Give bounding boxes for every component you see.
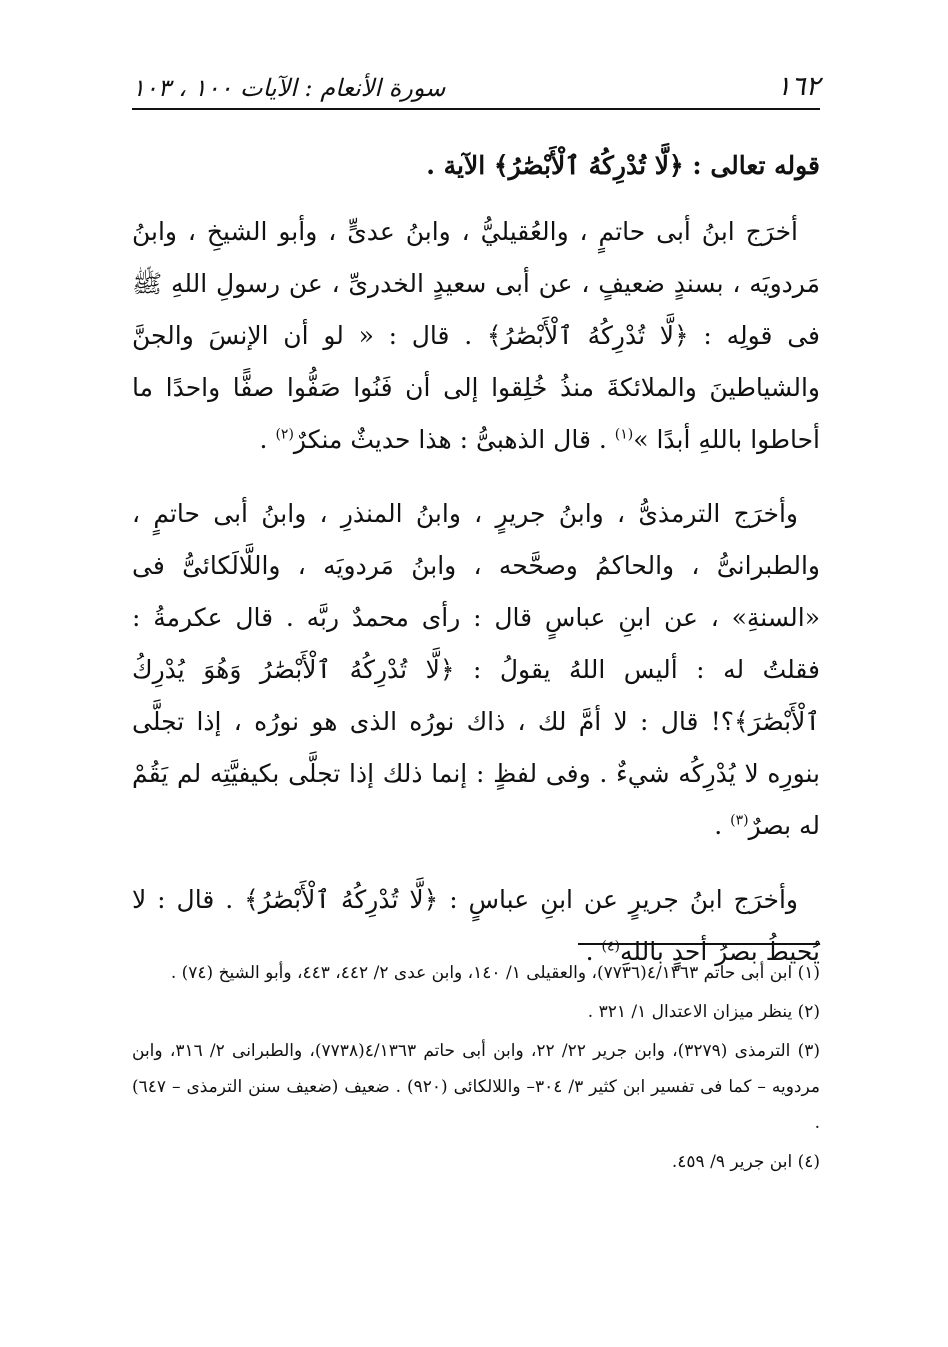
footnote-ref-2: (٢)	[275, 426, 294, 443]
paragraph-1-text-2: . قال الذهبىُّ : هذا حديثٌ منكرٌ	[293, 425, 607, 454]
footnote-rule	[578, 943, 820, 945]
footnote-4: (٤) ابن جرير ٩/ ٤٥٩.	[671, 1152, 820, 1172]
paragraph-1-text: أخرَج ابنُ أبى حاتمٍ ، والعُقيليُّ ، وابنُ عدىٍّ ، وأبو الشيخِ ، وابنُ مَردويَه ، بسندٍ ضعيفٍ ، عن أبى سعيدٍ الخدرىِّ ، عن رسولِ اللهِ ﷺ فى قولِه : ﴿لَّا تُدْرِكُهُ ٱلْأَبْصَٰرُ﴾ . قال : « لو أن الإنسَ والجنَّ والشياطينَ والملائكةَ منذُ خُلِقوا إلى أن فَنُوا صَفُّوا صفًّا واحدًا ما أحاطوا باللهِ أبدًا »	[132, 217, 820, 454]
paragraph-2-text: وأخرَج الترمذىُّ ، وابنُ جريرٍ ، وابنُ المنذرِ ، وابنُ أبى حاتمٍ ، والطبرانىُّ ، والحاكمُ وصحَّحه ، وابنُ مَردويَه ، واللَّالَكائىُّ فى «السنةِ» ، عن ابنِ عباسٍ قال : رأى محمدٌ ربَّه . قال عكرمةُ : فقلتُ له : أليس اللهُ يقولُ : ﴿لَّا تُدْرِكُهُ ٱلْأَبْصَٰرُ وَهُوَ يُدْرِكُ ٱلْأَبْصَٰرَ﴾؟! قال : لا أمَّ لك ، ذاك نورُه الذى هو نورُه ، إذا تجلَّى بنورِه لا يُدْرِكُه شيءٌ . وفى لفظٍ : إنما ذلك إذا تجلَّى بكيفيَّتِه لم يَقُمْ له بصرٌ	[132, 499, 820, 840]
paragraph-3-text: وأخرَج ابنُ جريرٍ عن ابنِ عباسٍ : ﴿لَّا تُدْرِكُهُ ٱلْأَبْصَٰرُ﴾ . قال : لا يُحيطُ بصرُ أحدٍ باللهِ	[132, 885, 820, 966]
paragraph-2	[132, 488, 820, 852]
footnotes	[132, 955, 820, 1183]
paragraph-1	[132, 206, 820, 466]
header-rule	[132, 108, 820, 110]
page-number: ١٦٢	[776, 71, 820, 102]
paragraph-1-end: .	[259, 425, 268, 454]
footnote-ref-1: (١)	[614, 426, 634, 443]
footnote-ref-4: (٤)	[601, 938, 620, 955]
section-heading: قوله تعالى : ﴿لَّا تُدْرِكُهُ ٱلْأَبْصَٰرُ﴾ الآية .	[426, 151, 820, 180]
paragraph-3-end: .	[585, 937, 594, 966]
page-header	[132, 52, 820, 102]
running-title: سورة الأنعام : الآيات ١٠٠ ، ١٠٣	[132, 74, 446, 102]
footnote-ref-3: (٣)	[730, 812, 749, 829]
main-text	[132, 140, 820, 1000]
paragraph-2-end: .	[714, 811, 723, 840]
footnote-2: (٢) ينظر ميزان الاعتدال ١/ ٣٢١ .	[587, 1002, 820, 1022]
footnote-3: (٣) الترمذى (٣٢٧٩)، وابن جرير ٢٢/ ٢٢، وابن أبى حاتم ٤/١٣٦٣(٧٧٣٨)، والطبرانى ٢/ ٣١٦، وابن مردويه – كما فى تفسير ابن كثير ٣/ ٣٠٤– واللالكائى (٩٢٠) . ضعيف (ضعيف سنن الترمذى – ٦٤٧) .	[132, 1041, 820, 1133]
footnote-1: (١) ابن أبى حاتم ٤/١٣٦٣(٧٧٣٦)، والعقيلى ١/ ١٤٠، وابن عدى ٢/ ٤٤٢، ٤٤٣، وأبو الشيخ (٧٤) .	[170, 963, 820, 983]
